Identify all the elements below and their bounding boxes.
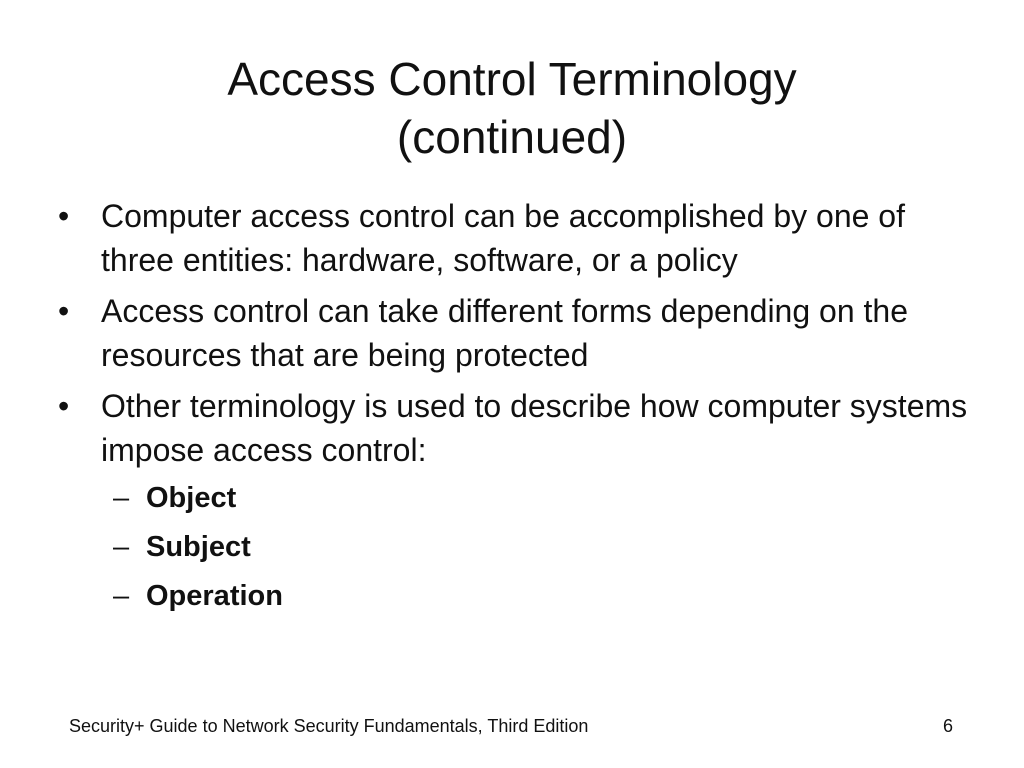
bullet-text: Other terminology is used to describe how computer systems impose access control: xyxy=(101,388,968,468)
bullet-dot-icon: • xyxy=(58,388,70,424)
footer-book-title: Security+ Guide to Network Security Fundamentals, Third Edition xyxy=(69,716,589,736)
bullet-item xyxy=(58,289,978,377)
sub-bullet-text: Operation xyxy=(146,580,283,612)
sub-bullet-text: Object xyxy=(146,482,237,514)
slide-title xyxy=(0,50,1024,166)
dash-icon: – xyxy=(113,531,130,563)
sub-bullet-item xyxy=(58,479,978,517)
bullet-list xyxy=(58,194,978,626)
slide-title-line-2: (continued) xyxy=(396,111,628,163)
page-number: 6 xyxy=(942,716,953,736)
bullet-text: Computer access control can be accomplished by one of three entities: hardware, software, or a policy xyxy=(101,198,905,278)
sub-bullet-item xyxy=(58,577,978,615)
bullet-item xyxy=(58,194,978,282)
slide-title-line-1: Access Control Terminology xyxy=(227,53,797,105)
sub-bullet-item xyxy=(58,528,978,566)
dash-icon: – xyxy=(113,482,130,514)
bullet-text: Access control can take different forms depending on the resources that are being protected xyxy=(101,293,908,373)
sub-bullet-text: Subject xyxy=(146,531,251,563)
bullet-dot-icon: • xyxy=(58,293,70,329)
bullet-dot-icon: • xyxy=(58,198,70,234)
dash-icon: – xyxy=(113,580,130,612)
bullet-item xyxy=(58,384,978,472)
